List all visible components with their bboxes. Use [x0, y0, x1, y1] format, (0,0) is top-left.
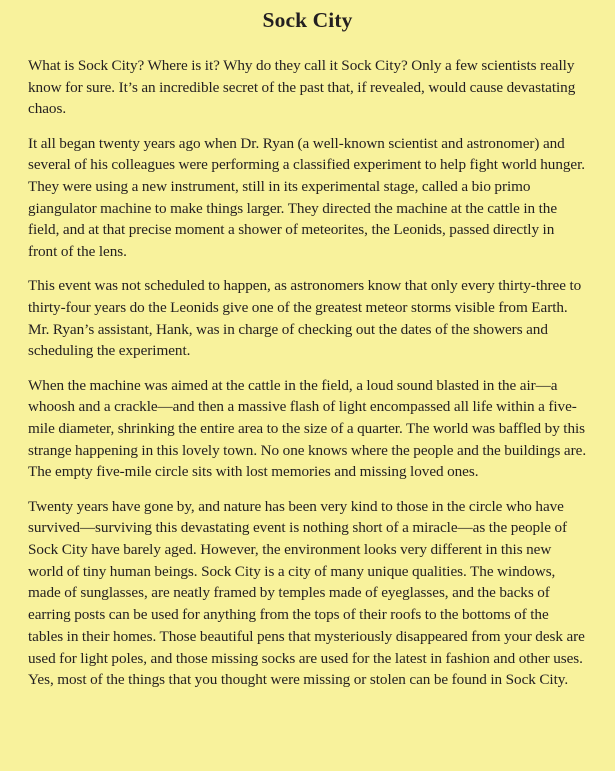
paragraph-intro: What is Sock City? Where is it? Why do they call it Sock City? Only a few scientists really know for sure. It’s an incredible secret of the past that, if revealed, would cause devastating chaos. — [28, 57, 576, 118]
paragraph-twenty-years: Twenty years have gone by, and nature has been very kind to those in the circle who have survived—surviving this devastating event is nothing short of a miracle—as the people of Sock City have barely aged. However, the environment looks very different in this new world of tiny human beings. Sock City is a city of many unique qualities. The windows, made of sunglasses, are neatly framed by temples made of eyeglasses, and the backs of earring posts can be used for anything from the tops of their roofs to the bottoms of the tables in their homes. Those beautiful pens that mysteriously disappeared from your desk are used for light poles, and those missing socks are used for the latest in fashion and other uses. Yes, most of the things that you thought were missing or stolen can be found in Sock City. — [28, 497, 585, 689]
paragraph-schedule: This event was not scheduled to happen, as astronomers know that only every thirty-three to thirty-four years do the Leonids give one of the greatest meteor storms visible from Earth. Mr. Ryan’s assistant, Hank, was in charge of checking out the dates of the showers and scheduling the experiment. — [28, 277, 582, 360]
paragraph-flash: When the machine was aimed at the cattle in the field, a loud sound blasted in the air—a whoosh and a crackle—and then a massive flash of light encompassed all life within a five-mile diameter, shrinking the entire area to the size of a quarter. The world was baffled by this strange happening in this lovely town. No one knows where the people and the buildings are. The empty five-mile circle sits with lost memories and missing loved ones. — [28, 376, 587, 481]
paragraph-experiment: It all began twenty years ago when Dr. Ryan (a well-known scientist and astronomer) and several of his colleagues were performing a classified experiment to help fight world hunger. They were using a new instrument, still in its experimental stage, called a bio primo giangulator machine to make things larger. They directed the machine at the cattle in the field, and at that precise moment a shower of meteorites, the Leonids, passed directly in front of the lens. — [28, 134, 586, 261]
document-title: Sock City — [262, 8, 353, 32]
document-body — [28, 55, 587, 691]
